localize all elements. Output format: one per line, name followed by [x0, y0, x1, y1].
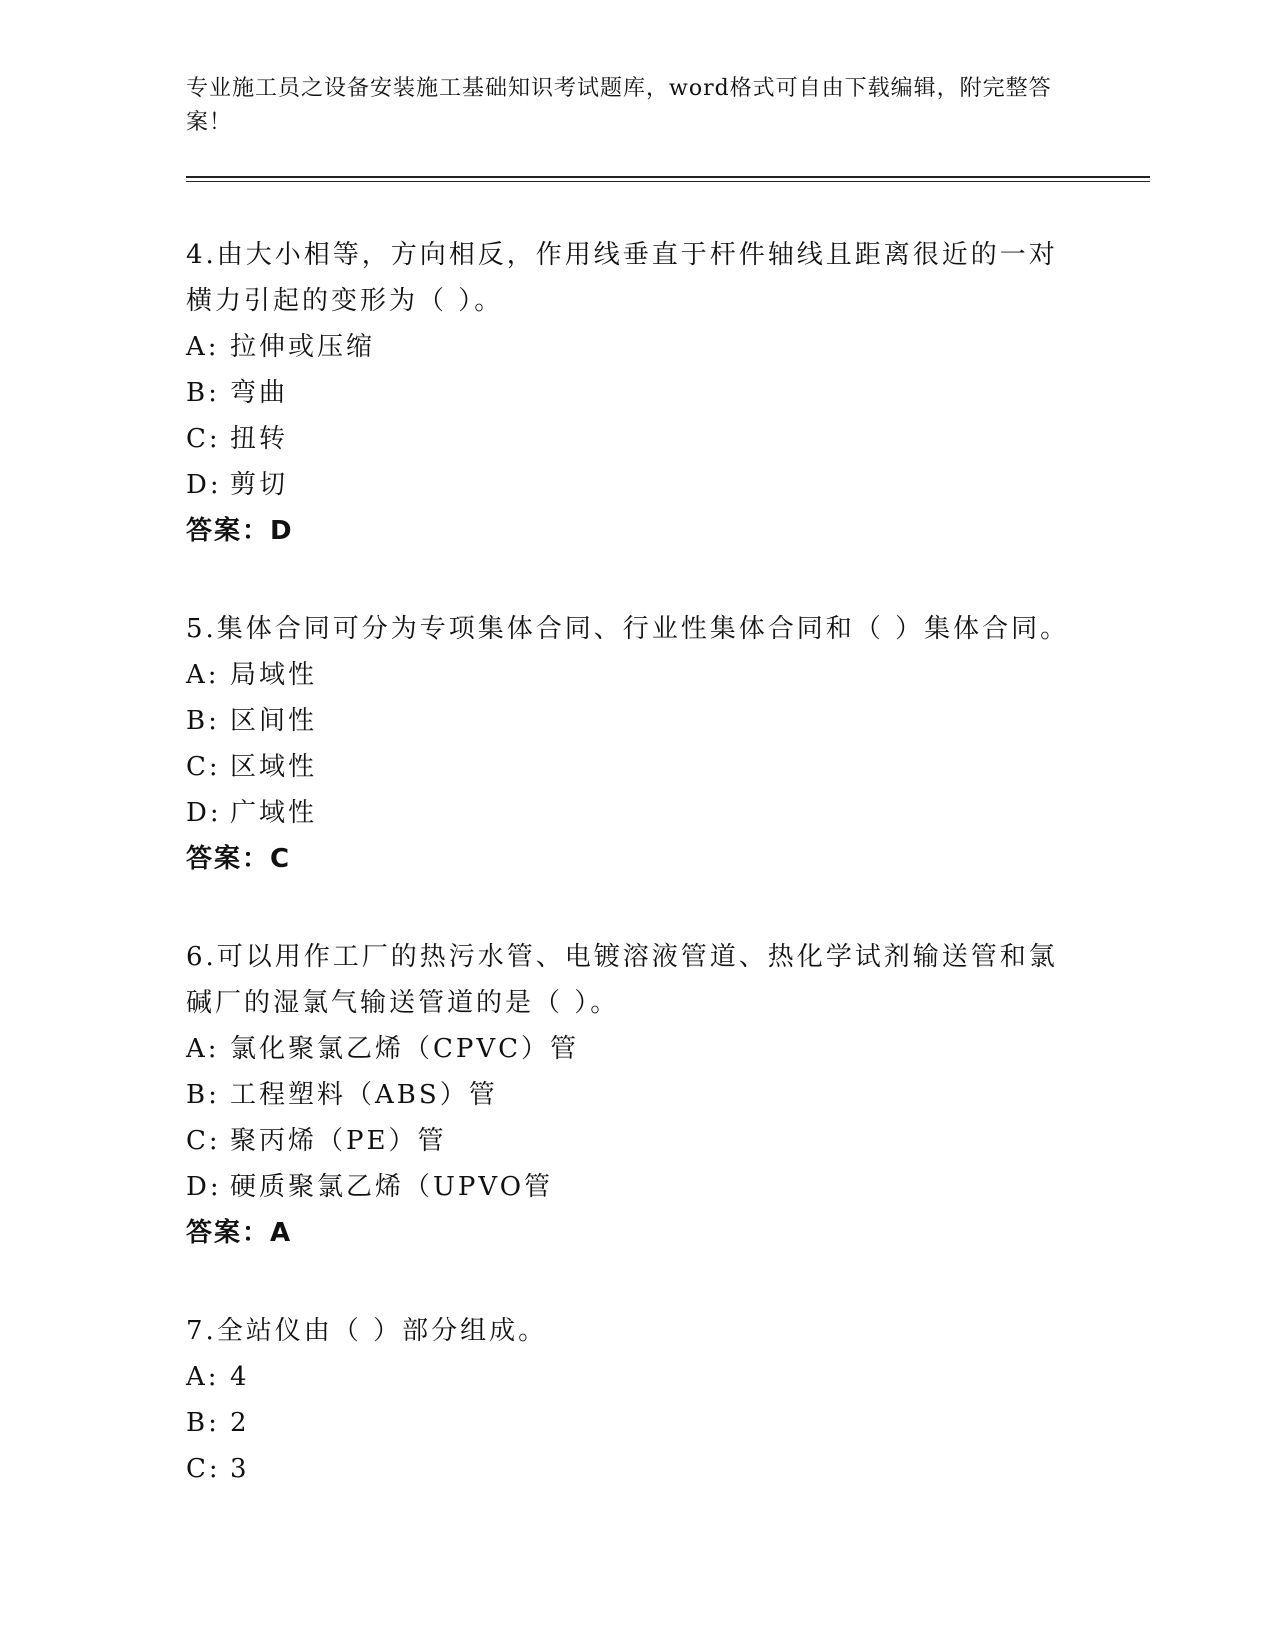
option-d — [186, 1164, 1086, 1210]
option-letter: D: — [186, 1172, 222, 1202]
option-d — [186, 790, 1086, 836]
answer-line: 答案：C — [186, 844, 292, 874]
option-c — [186, 1118, 1086, 1164]
option-a — [186, 652, 1086, 698]
option-a — [186, 324, 1086, 370]
option-text: 硬质聚氯乙烯（UPVO管 — [230, 1172, 554, 1202]
option-text: 区间性 — [230, 706, 318, 736]
option-b — [186, 370, 1086, 416]
option-text: 弯曲 — [230, 378, 289, 408]
option-c — [186, 416, 1086, 462]
question-7 — [186, 1308, 1086, 1492]
answer-line: 答案：D — [186, 516, 294, 546]
option-letter: D: — [186, 798, 222, 828]
option-b — [186, 1400, 1086, 1446]
option-letter: B: — [186, 1080, 220, 1110]
question-6 — [186, 934, 1086, 1256]
option-b — [186, 1072, 1086, 1118]
question-4 — [186, 232, 1086, 554]
option-letter: C: — [186, 424, 221, 454]
option-text: 聚丙烯（PE）管 — [230, 1126, 447, 1156]
question-list — [186, 232, 1086, 1544]
option-text: 2 — [230, 1408, 250, 1438]
option-letter: D: — [186, 470, 222, 500]
option-letter: A: — [186, 660, 220, 690]
option-text: 区域性 — [230, 752, 318, 782]
question-stem: 6.可以用作工厂的热污水管、电镀溶液管道、热化学试剂输送管和氯碱厂的湿氯气输送管道的是（ ）。 — [186, 942, 1058, 1018]
option-letter: B: — [186, 1408, 220, 1438]
option-text: 扭转 — [230, 424, 289, 454]
option-text: 4 — [230, 1362, 250, 1392]
option-text: 广域性 — [230, 798, 318, 828]
option-text: 剪切 — [230, 470, 289, 500]
option-text: 工程塑料（ABS）管 — [230, 1080, 498, 1110]
question-stem: 4.由大小相等，方向相反，作用线垂直于杆件轴线且距离很近的一对横力引起的变形为（ ）。 — [186, 240, 1058, 316]
option-text: 局域性 — [230, 660, 318, 690]
header-divider — [186, 176, 1150, 182]
option-d — [186, 462, 1086, 508]
option-a — [186, 1026, 1086, 1072]
option-a — [186, 1354, 1086, 1400]
option-c — [186, 1446, 1086, 1492]
option-text: 氯化聚氯乙烯（CPVC）管 — [230, 1034, 580, 1064]
option-letter: A: — [186, 332, 220, 362]
option-letter: C: — [186, 1454, 221, 1484]
question-stem: 7.全站仪由（ ）部分组成。 — [186, 1316, 548, 1346]
option-letter: C: — [186, 1126, 221, 1156]
option-text: 3 — [230, 1454, 250, 1484]
question-5 — [186, 606, 1086, 882]
option-c — [186, 744, 1086, 790]
option-letter: B: — [186, 378, 220, 408]
option-letter: C: — [186, 752, 221, 782]
option-b — [186, 698, 1086, 744]
answer-line: 答案：A — [186, 1218, 293, 1248]
question-stem: 5.集体合同可分为专项集体合同、行业性集体合同和（ ）集体合同。 — [186, 614, 1070, 644]
option-letter: A: — [186, 1362, 220, 1392]
document-header-title: 专业施工员之设备安装施工基础知识考试题库，word格式可自由下载编辑，附完整答案！ — [186, 76, 1052, 135]
option-text: 拉伸或压缩 — [230, 332, 376, 362]
option-letter: A: — [186, 1034, 220, 1064]
option-letter: B: — [186, 706, 220, 736]
